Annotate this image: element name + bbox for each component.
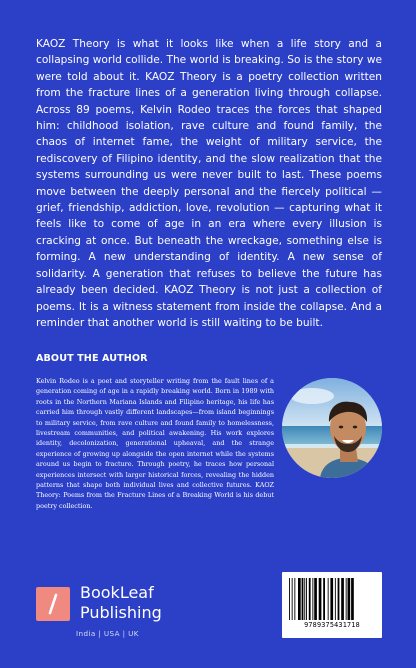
barcode-bars	[288, 578, 376, 620]
barcode-bar	[309, 578, 311, 620]
barcode-bar	[346, 578, 347, 620]
barcode-bar	[338, 578, 340, 620]
author-bio: Kelvin Rodeo is a poet and storyteller writing from the fault lines of a generation coming of age in a rapidly breaking world. Born in 1989 with roots in the Northern Mariana Islands and Filipino heritage, his life has carried him through vastly different landscapes—from island beginnings to military service, from rave culture and found family to homelessness, livestream communities, and political awakening. His work explores identity, decolonization, generational upheaval, and the strange experience of growing up alongside the open internet while the systems around us begin to fracture. Through poetry, he traces how personal experiences intersect with larger historical forces, revealing the hidden patterns that shape both individual lives and collective futures. KAOZ Theory: Poems from the Fracture Lines of a Breaking World is his debut poetry collection.	[36, 377, 274, 510]
isbn-number: 9789375431718	[304, 621, 360, 629]
barcode-bar	[294, 578, 295, 620]
publisher-name-line1: BookLeaf	[80, 583, 154, 602]
barcode-bar	[304, 578, 305, 620]
barcode-bar	[314, 578, 317, 620]
barcode-bar	[292, 578, 293, 620]
barcode-bar	[330, 578, 333, 620]
barcode-bar	[351, 578, 354, 620]
author-photo	[282, 378, 382, 478]
publisher-logo	[36, 583, 196, 643]
book-blurb: KAOZ Theory is what it looks like when a life story and a collapsing world collide. The world is breaking. So is the story we were told about it. KAOZ Theory is a poetry collection written from the fracture lines of a generation living through collapse. Across 89 poems, Kelvin Rodeo traces the forces that shaped him: childhood isolation, rave culture and found family, the chaos of internet fame, the weight of military service, the rediscovery of Filipino identity, and the slow realization that the systems surrounding us were never built to last. These poems move between the deeply personal and the fiercely political — grief, friendship, addiction, love, revolution — capturing what it feels like to come of age in an era where every illusion is cracking at once. But beneath the wreckage, something else is forming. A new understanding of identity. A new sense of solidarity. A generation that refuses to believe the future has already been decided. KAOZ Theory is not just a collection of poems. It is a witness statement from inside the collapse. And a reminder that another world is still waiting to be built.	[36, 38, 382, 329]
publisher-name	[80, 583, 200, 623]
about-author-heading: ABOUT THE AUTHOR	[36, 353, 148, 364]
barcode-bar	[302, 578, 304, 620]
barcode-bar	[328, 578, 329, 620]
barcode-bar	[348, 578, 351, 620]
barcode-bar	[298, 578, 301, 620]
barcode-bar	[289, 578, 290, 620]
barcode-bar	[335, 578, 336, 620]
publisher-name-line2: Publishing	[80, 603, 162, 622]
isbn-barcode	[282, 572, 382, 638]
barcode-bar	[306, 578, 307, 620]
bookleaf-slash-icon	[36, 587, 70, 621]
barcode-bar	[312, 578, 313, 620]
barcode-bar	[341, 578, 344, 620]
barcode-bar	[319, 578, 322, 620]
publisher-regions: India | USA | UK	[76, 629, 139, 638]
barcode-bar	[323, 578, 325, 620]
